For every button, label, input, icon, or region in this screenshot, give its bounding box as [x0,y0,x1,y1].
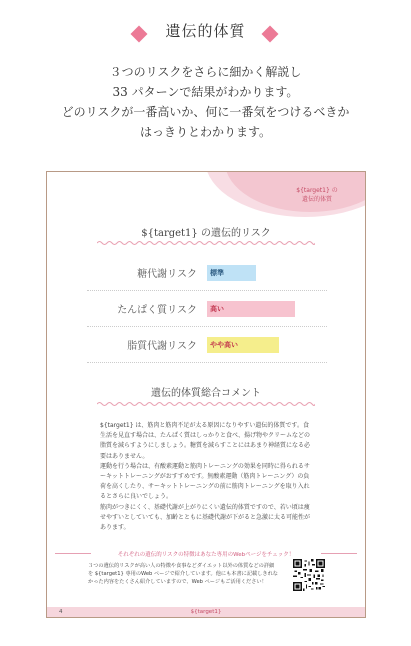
corner-label-line: ${target1} の [296,187,338,194]
promo-heading: それぞれの遺伝的リスクの特徴はあなた専用のWebページをチェック！ [117,552,295,558]
wave-divider [97,401,315,407]
risk-row-lipid [87,332,327,358]
risk-label: たんぱく質リスク [117,305,197,316]
promo-rule-right [321,553,357,554]
comment-paragraph: ${target1} は、筋肉と筋肉不足が太る原因になりやすい遺伝的体質です。食生活を見直す場合は、たんぱく質はしっかりと食べ、揚げ物やクリームなどの脂質を減らすようにしましょう。糖質を減らすことにはあまり神経質になる必要はありません。 [100,422,311,460]
overall-comment [100,421,314,533]
risk-row-protein [87,296,327,322]
risk-bar-protein: 高い [207,301,295,317]
risk-label: 脂質代謝リスク [127,341,197,352]
risk-section-title: ${target1} の遺伝的リスク [141,228,271,239]
page-number: 4 [59,609,63,615]
intro-line: どのリスクが一番高いか、何に一番気をつけるべきか [61,105,350,119]
comment-section-title: 遺伝的体質総合コメント [151,388,261,399]
qr-code-icon[interactable] [293,559,325,591]
row-divider [87,290,327,291]
intro-text [0,62,411,142]
page-header [0,20,411,41]
comment-paragraph: 筋肉がつきにくく、基礎代謝が上がりにくい遺伝的体質ですので、若い頃は痩せやすいとしていても、加齢とともに基礎代謝が下がると急激に太る可能性があります。 [100,503,311,532]
risk-row-sugar [87,260,327,286]
promo-text: ３つの遺伝的リスクが高い人の特徴や食事などダイエット以外の体質などの詳細を ${target1} 専用のWeb ページで紹介しています。他にも本書に記載しきれなかった内容をたくさん紹介していますので、Web ページもご活用ください！ [88,563,278,585]
page-title: 遺伝的体質 [165,22,246,40]
risk-label: 糖代謝リスク [137,269,197,280]
corner-label-line: 遺伝的体質 [301,196,332,203]
page-footer [47,607,365,617]
report-page-preview [46,171,366,618]
comment-paragraph: 運動を行う場合は、有酸素運動と筋肉トレーニングの効果を同時に得られるサーキットトレーニングがおすすめです。無酸素運動（筋肉トレーニング）の負荷を高くしたり、サーキットトレーニングの前に筋肉トレーニングを取り入れるとさらに良いでしょう。 [100,462,310,501]
row-divider [87,362,327,363]
row-divider [87,326,327,327]
intro-line: ３つのリスクをさらに細かく解説し [109,65,302,79]
intro-line: 33 パターンで結果がわかります。 [112,85,299,99]
wave-divider [97,240,315,246]
intro-line: はっきりとわかります。 [139,125,272,139]
risk-bar-sugar: 標準 [207,265,256,281]
risk-bar-lipid: やや高い [207,337,279,353]
corner-label [291,186,343,204]
footer-name: ${target1} [190,609,222,615]
